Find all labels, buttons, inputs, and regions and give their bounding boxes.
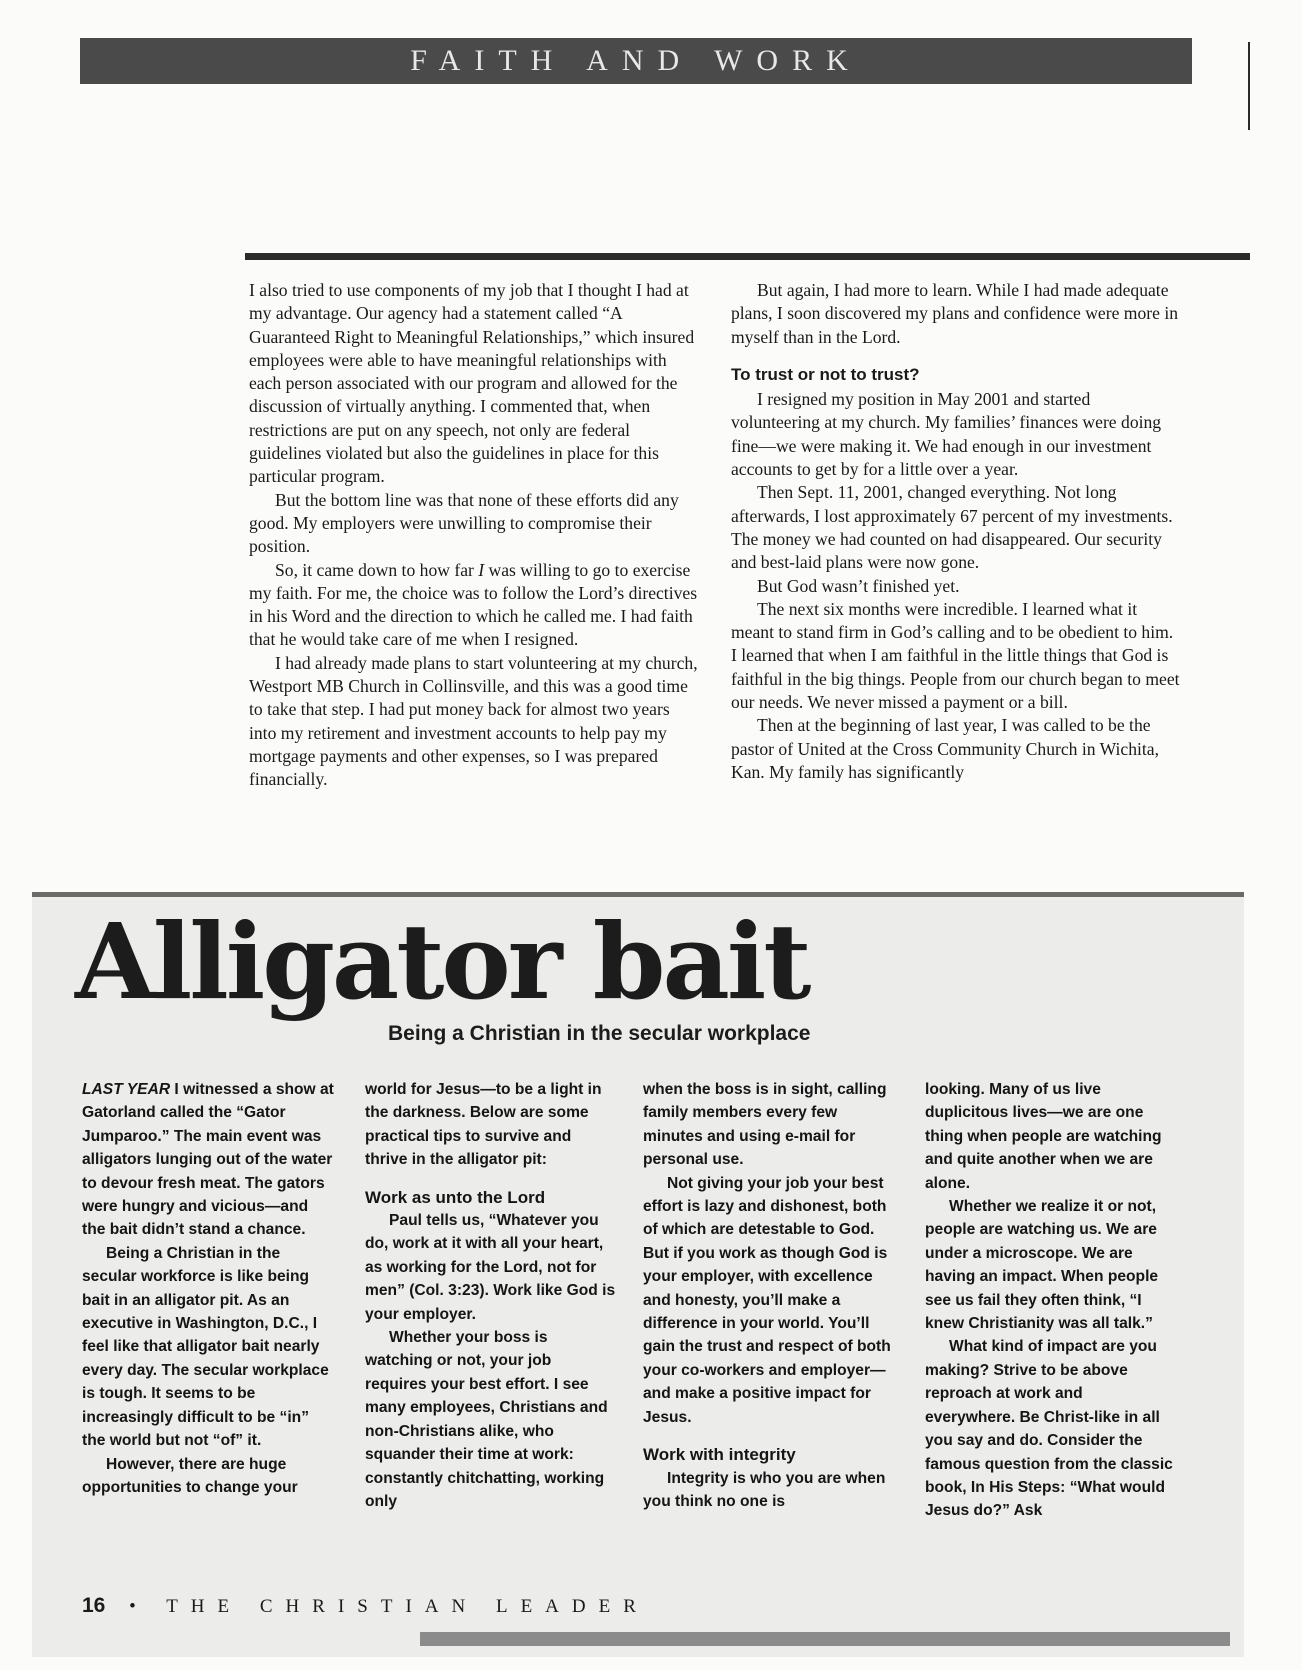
page-footer [82, 1594, 649, 1618]
paragraph: But God wasn’t finished yet. [757, 575, 960, 596]
text-run: was willing to go to exercise my faith. For me, the choice was to follow the Lord’s directives in his Word and the direction to which he called me. I had faith that he would take care of me when I resigned. [249, 559, 698, 650]
paragraph: I also tried to use components of my job that I thought I had at my advantage. Our agency had a statement called “A Guaranteed Right to Meaningful Relationships,” which insured employees were able to have meaningful relationships with each person associated with our program and allowed for the discussion of virtually anything. I commented that, when restrictions are put on any speech, not only are federal guidelines violated but also the guidelines in place for this particular program. [249, 280, 695, 487]
margin-rule [1248, 42, 1250, 130]
paragraph: The next six months were incredible. I learned what it meant to stand firm in God’s calling and to be obedient to him. I learned that when I am faithful in the little things that God is faithful in the big things. People from our church began to meet our needs. We never missed a payment or a bill. [731, 598, 1180, 713]
paragraph: looking. Many of us live duplicitous lives—we are one thing when people are watching and quite another when we are alone. [925, 1081, 1162, 1192]
sidebar-title: Alligator bait [75, 900, 809, 1023]
paragraph: Being a Christian in the secular workforce is like being bait in an alligator pit. As an executive in Washington, D.C., I feel like that alligator bait nearly every day. The secular workplace is tough. It seems to be increasingly difficult to be “in” the world but not “of” it. [82, 1244, 329, 1450]
sidebar-column-3 [643, 1078, 895, 1513]
subheading: Work with integrity [643, 1445, 796, 1465]
paragraph: Not giving your job your best effort is lazy and dishonest, both of which are detestable to God. But if you work as though God is your employer, with excellence and honesty, you’ll make a difference in your world. You’ll gain the trust and respect of both your co-workers and employer—and make a positive impact for Jesus. [643, 1174, 891, 1426]
paragraph: Paul tells us, “Whatever you do, work at it with all your heart, as working for the Lord, not for men” (Col. 3:23). Work like God is your employer. [365, 1212, 616, 1323]
paragraph: I had already made plans to start volunteering at my church, Westport MB Church in Collinsville, and this was a good time to take that step. I had put money back for almost two years into my retirement and investment accounts to help pay my mortgage payments and other expenses, so I was prepared financially. [249, 652, 698, 790]
emphasis: I [478, 559, 485, 580]
article-top-rule [245, 253, 1250, 260]
text-run: I witnessed a show at Gatorland called the “Gator Jumparoo.” The main event was alligators lunging out of the water to devour fresh meat. The gators were hungry and vicious—and the bait didn’t stand a chance. [82, 1081, 334, 1239]
article-column-left [249, 279, 699, 792]
footer-rule [420, 1632, 1230, 1646]
page-number: 16 [82, 1594, 106, 1617]
sidebar-column-1 [82, 1078, 334, 1499]
paragraph: But the bottom line was that none of these efforts did any good. My employers were unwilling to compromise their position. [249, 489, 679, 557]
publication-name: THE CHRISTIAN LEADER [166, 1596, 649, 1617]
paragraph: Then Sept. 11, 2001, changed everything. Not long afterwards, I lost approximately 67 percent of my investments. The money we had counted on had disappeared. Our security and best-laid plans were now gone. [731, 482, 1173, 573]
paragraph: when the boss is in sight, calling family members every few minutes and using e-mail for personal use. [643, 1081, 887, 1169]
sidebar-column-4 [925, 1078, 1177, 1523]
paragraph: Then at the beginning of last year, I was called to be the pastor of United at the Cross Community Church in Wichita, Kan. My family has significantly [731, 715, 1160, 782]
subheading: Work as unto the Lord [365, 1187, 546, 1207]
sidebar-subtitle: Being a Christian in the secular workplace [388, 1022, 811, 1045]
paragraph: world for Jesus—to be a light in the darkness. Below are some practical tips to survive and thrive in the alligator pit: [365, 1081, 602, 1169]
paragraph: I resigned my position in May 2001 and started volunteering at my church. My families’ finances were doing fine—we were making it. We had enough in our investment accounts to get by for a little over a year. [731, 389, 1162, 480]
subheading: To trust or not to trust? [731, 364, 920, 384]
sidebar-column-2 [365, 1078, 617, 1513]
paragraph [82, 1078, 334, 1242]
paragraph: Integrity is who you are when you think no one is [643, 1469, 886, 1510]
bullet-separator: • [129, 1596, 149, 1617]
paragraph: What kind of impact are you making? Strive to be above reproach at work and everywhere. Be Christ-like in all you say and do. Consider the famous question from the classic book, In His Steps: “What would Jesus do?” Ask [925, 1338, 1173, 1520]
paragraph [249, 559, 699, 652]
text-run: So, it came down to how far [275, 559, 479, 580]
paragraph: But again, I had more to learn. While I had made adequate plans, I soon discovered my plans and confidence were more in myself than in the Lord. [731, 280, 1179, 347]
paragraph: Whether your boss is watching or not, your job requires your best effort. I see many employees, Christians and non-Christians alike, who squander their time at work: constantly chitchatting, working only [365, 1329, 608, 1510]
article-column-right [731, 279, 1181, 784]
paragraph: However, there are huge opportunities to change your [82, 1455, 298, 1496]
lead-in: LAST YEAR [82, 1081, 171, 1098]
section-banner: FAITH AND WORK [80, 38, 1192, 84]
paragraph: Whether we realize it or not, people are watching us. We are under a microscope. We are having an impact. When people see us fail they often think, “I knew Christianity was all talk.” [925, 1198, 1159, 1333]
